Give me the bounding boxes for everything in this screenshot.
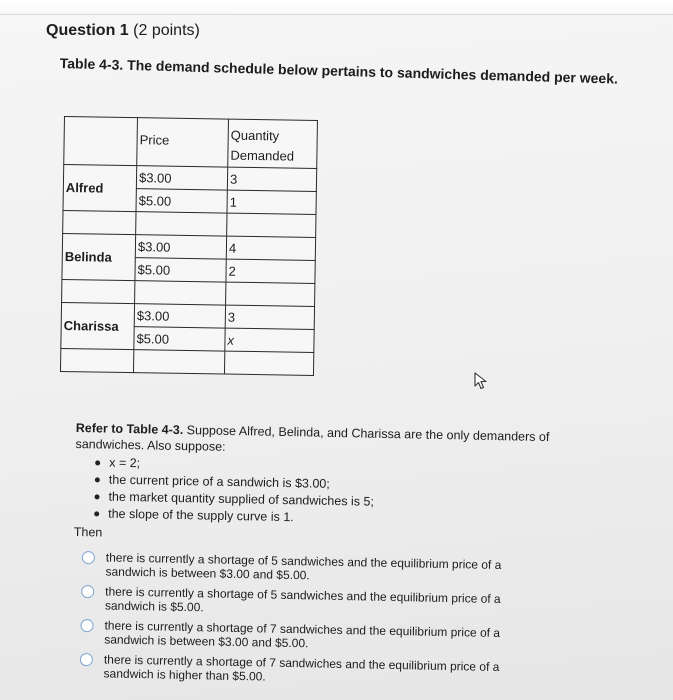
header-quantity: [228, 119, 318, 168]
quantity-cell: 2: [226, 259, 315, 283]
question-number: Question 1: [46, 22, 129, 39]
radio-button[interactable]: [80, 619, 93, 632]
quantity-cell: 3: [227, 167, 316, 191]
radio-button[interactable]: [80, 653, 93, 666]
table-row: [62, 233, 315, 260]
answer-option-4[interactable]: [80, 652, 550, 689]
question-points: (2 points): [133, 22, 200, 39]
question-prompt: [74, 420, 576, 550]
price-cell: $5.00: [136, 189, 227, 213]
prompt-table-ref: Refer to Table 4-3.: [75, 420, 184, 438]
header-name-cell: [64, 117, 138, 166]
price-cell: $3.00: [134, 304, 225, 328]
then-label: Then: [73, 524, 103, 540]
list-item: the market quantity supplied of sandwiches is 5;: [90, 488, 574, 513]
list-item: the slope of the supply curve is 1.: [90, 505, 574, 530]
answer-option-2[interactable]: [81, 584, 551, 621]
browser-top-edge: [0, 0, 673, 15]
consumer-name-alfred: Alfred: [63, 165, 137, 212]
option-text: there is currently a shortage of 5 sandwiches and the equilibrium price of a sandwich is $5.00.: [104, 584, 501, 615]
option-text: there is currently a shortage of 7 sandwiches and the equilibrium price of a sandwich is higher than $5.00.: [103, 652, 500, 684]
assumption-list: [74, 454, 575, 531]
arrow-cursor-icon: [473, 372, 489, 390]
table-row: [63, 165, 316, 192]
radio-button[interactable]: [81, 585, 94, 598]
demand-table-wrapper: [60, 116, 318, 376]
option-text: there is currently a shortage of 5 sandwiches and the equilibrium price of a sandwich is between $3.00 and $5.00.: [105, 550, 502, 583]
header-quantity-line1: Quantity: [230, 127, 280, 144]
option-text: there is currently a shortage of 7 sandwiches and the equilibrium price of a sandwich is between $3.00 and $5.00.: [104, 618, 501, 651]
quantity-cell: 1: [227, 190, 316, 214]
question-title: [46, 22, 200, 40]
price-cell: $5.00: [134, 327, 225, 351]
quantity-cell: 3: [225, 305, 314, 329]
consumer-name-belinda: Belinda: [62, 233, 136, 280]
price-cell: $5.00: [135, 258, 226, 282]
demand-schedule-table: [60, 116, 318, 376]
header-quantity-line2: Demanded: [230, 147, 295, 164]
table-row: [61, 302, 314, 329]
table-caption: Table 4-3. The demand schedule below pertains to sandwiches demanded per week.: [59, 55, 619, 87]
table-header-row: [64, 117, 318, 169]
consumer-name-charissa: Charissa: [61, 302, 135, 349]
answer-option-3[interactable]: [80, 618, 550, 655]
answer-options: [79, 550, 552, 695]
price-cell: $3.00: [135, 235, 226, 259]
table-blank-row: [60, 348, 313, 375]
radio-button[interactable]: [82, 551, 95, 564]
price-cell: $3.00: [136, 166, 227, 190]
list-item: x = 2;: [91, 454, 575, 479]
quantity-cell: 4: [226, 236, 315, 260]
list-item: the current price of a sandwich is $3.00;: [91, 471, 575, 496]
prompt-lead: Suppose Alfred, Belinda, and Charissa are the only demanders of sandwiches. Also suppose:: [75, 423, 550, 454]
quantity-cell: x: [225, 328, 314, 352]
answer-option-1[interactable]: [81, 550, 551, 587]
header-price: Price: [137, 118, 229, 167]
